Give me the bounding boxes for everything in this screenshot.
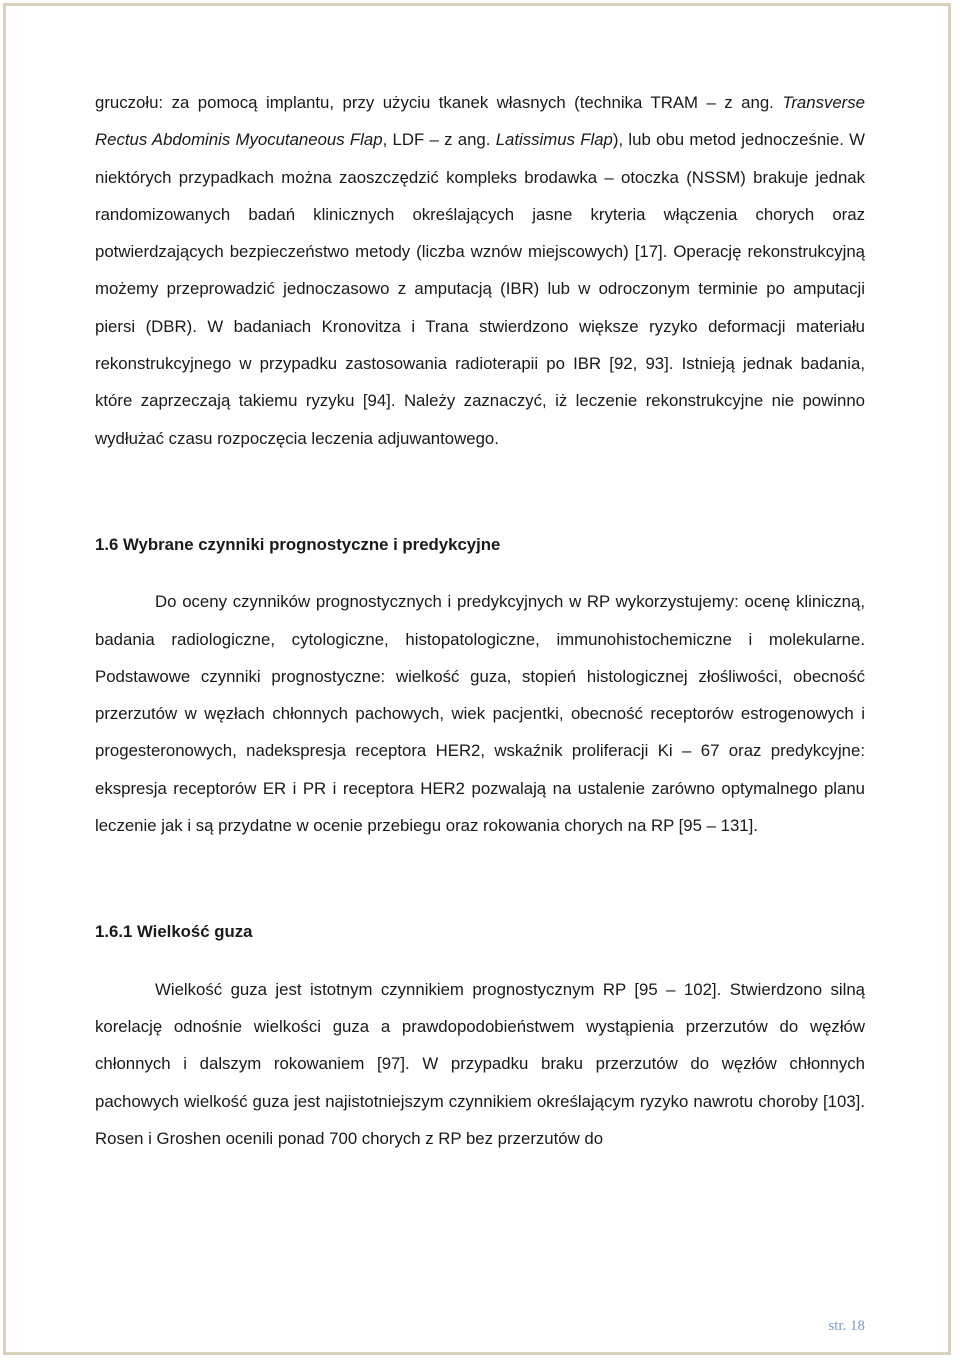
- paragraph-prognostic-factors: Do oceny czynników prognostycznych i predykcyjnych w RP wykorzystujemy: ocenę kliniczną, badania radiologiczne, cytologiczne, histopatologiczne, immunohistochemiczne i molekularne. Podstawowe czynniki prognostyczne: wielkość guza, stopień histologicznej złośliwości, obecność przerzutów w węzłach chłonnych pachowych, wiek pacjentki, obecność receptorów estrogenowych i progesteronowych, nadekspresja receptora HER2, wskaźnik proliferacji Ki – 67 oraz predykcyjne: ekspresja receptorów ER i PR i receptora HER2 pozwalają na ustalenie zarówno optymalnego planu leczenie jak i są przydatne w ocenie przebiegu oraz rokowania chorych na RP [95 – 131].: [95, 592, 865, 836]
- italic-term: Transverse Rectus Abdominis Myocutaneous Flap: [95, 93, 865, 150]
- page-number: str. 18: [828, 1318, 865, 1334]
- document-body: [95, 84, 865, 1157]
- italic-term: Latissimus Flap: [495, 130, 613, 150]
- paragraph-text: gruczołu: za pomocą implantu, przy użyciu tkanek własnych (technika TRAM – z ang.: [95, 93, 783, 112]
- section-heading-tumor-size: 1.6.1 Wielkość guza: [95, 922, 253, 942]
- paragraph-text: ), lub obu metod jednocześnie. W niektórych przypadkach można zaoszczędzić kompleks brodawka – otoczka (NSSM) brakuje jednak randomizowanych badań klinicznych określających jasne kryteria włączenia chorych oraz potwierdzających bezpieczeństwo metody (liczba wznów miejscowych) [17]. Operację rekonstrukcyjną możemy przeprowadzić jednoczasowo z amputacją (IBR) lub w odroczonym terminie po amputacji piersi (DBR). W badaniach Kronovitza i Trana stwierdzono większe ryzyko deformacji materiału rekonstrukcyjnego w przypadku zastosowania radioterapii po IBR [92, 93]. Istnieją jednak badania, które zaprzeczają takiemu ryzyku [94]. Należy zaznaczyć, iż leczenie rekonstrukcyjne nie powinno wydłużać czasu rozpoczęcia leczenia adjuwantowego.: [95, 130, 866, 448]
- section-heading-prognostic-factors: 1.6 Wybrane czynniki prognostyczne i predykcyjne: [95, 534, 501, 554]
- paragraph-reconstruction: [95, 84, 865, 457]
- paragraph-text: , LDF – z ang.: [382, 130, 496, 150]
- paragraph-tumor-size: Wielkość guza jest istotnym czynnikiem prognostycznym RP [95 – 102]. Stwierdzono silną korelację odnośnie wielkości guza a prawdopodobieństwem wystąpienia przerzutów do węzłów chłonnych i dalszym rokowaniem [97]. W przypadku braku przerzutów do węzłów chłonnych pachowych wielkość guza jest najistotniejszym czynnikiem określającym ryzyko nawrotu choroby [103]. Rosen i Groshen ocenili ponad 700 chorych z RP bez przerzutów do: [95, 979, 865, 1148]
